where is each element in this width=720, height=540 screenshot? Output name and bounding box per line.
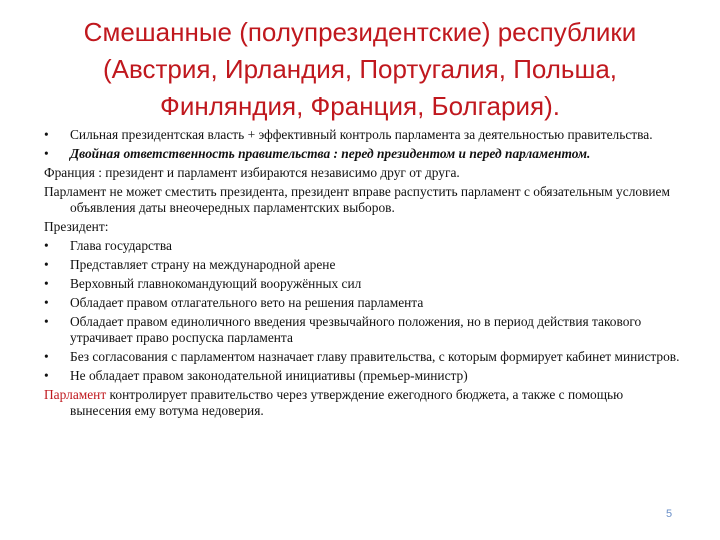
- intro-bullet: [44, 146, 680, 162]
- president-bullet-text: Представляет страну на международной арене: [70, 257, 336, 272]
- intro-bullet-text: Сильная президентская власть + эффективный контроль парламента за деятельностью правительства.: [70, 127, 653, 142]
- slide-body: [44, 127, 680, 422]
- bullet-marker: •: [44, 349, 49, 364]
- president-bullet: [44, 295, 680, 311]
- bullet-marker: •: [44, 276, 49, 291]
- closing-rest: контролирует правительство через утверждение ежегодного бюджета, а также с помощью вынесения ему вотума недоверия.: [70, 387, 624, 418]
- president-bullet-text: Верховный главнокомандующий вооружённых сил: [70, 276, 362, 291]
- president-bullet-text: Глава государства: [70, 238, 172, 253]
- parliament-paragraph: Парламент не может сместить президента, президент вправе распустить парламент с обязательным условием объявления даты внеочередных парламентских выборов.: [44, 184, 670, 215]
- president-bullet: [44, 238, 680, 254]
- page-number: 5: [666, 508, 673, 520]
- bullet-marker: •: [44, 238, 49, 253]
- slide-title: [40, 14, 680, 125]
- bullet-marker: •: [44, 295, 49, 310]
- president-bullet-text: Не обладает правом законодательной инициативы (премьер-министр): [70, 368, 468, 383]
- president-bullet: [44, 314, 680, 346]
- title-line-3: Финляндия, Франция, Болгария).: [160, 91, 560, 121]
- bullet-marker: •: [44, 257, 49, 272]
- france-paragraph: Франция : президент и парламент избираются независимо друг от друга.: [44, 165, 460, 180]
- bullet-marker: •: [44, 368, 49, 383]
- president-bullet: [44, 368, 680, 384]
- intro-bullet-text: Двойная ответственность правительства : перед президентом и перед парламентом.: [70, 146, 591, 161]
- closing-red-word: Парламент: [44, 387, 107, 402]
- intro-bullet: [44, 127, 680, 143]
- bullet-marker: •: [44, 127, 49, 142]
- president-bullet: [44, 349, 680, 365]
- bullet-marker: •: [44, 146, 49, 161]
- closing-paragraph: [44, 387, 680, 419]
- president-bullet-text: Обладает правом отлагательного вето на решения парламента: [70, 295, 424, 310]
- title-line-2: (Австрия, Ирландия, Португалия, Польша,: [102, 54, 618, 84]
- president-bullet-text: Обладает правом единоличного введения чрезвычайного положения, но в период действия такового утрачивает право роспуска парламента: [70, 314, 642, 345]
- president-bullet: [44, 257, 680, 273]
- title-line-1: Смешанные (полупрезидентские) республики: [83, 17, 637, 47]
- president-bullet-text: Без согласования с парламентом назначает главу правительства, с которым формирует кабинет министров.: [70, 349, 680, 364]
- president-label: Президент:: [44, 219, 109, 234]
- president-bullet: [44, 276, 680, 292]
- bullet-marker: •: [44, 314, 49, 329]
